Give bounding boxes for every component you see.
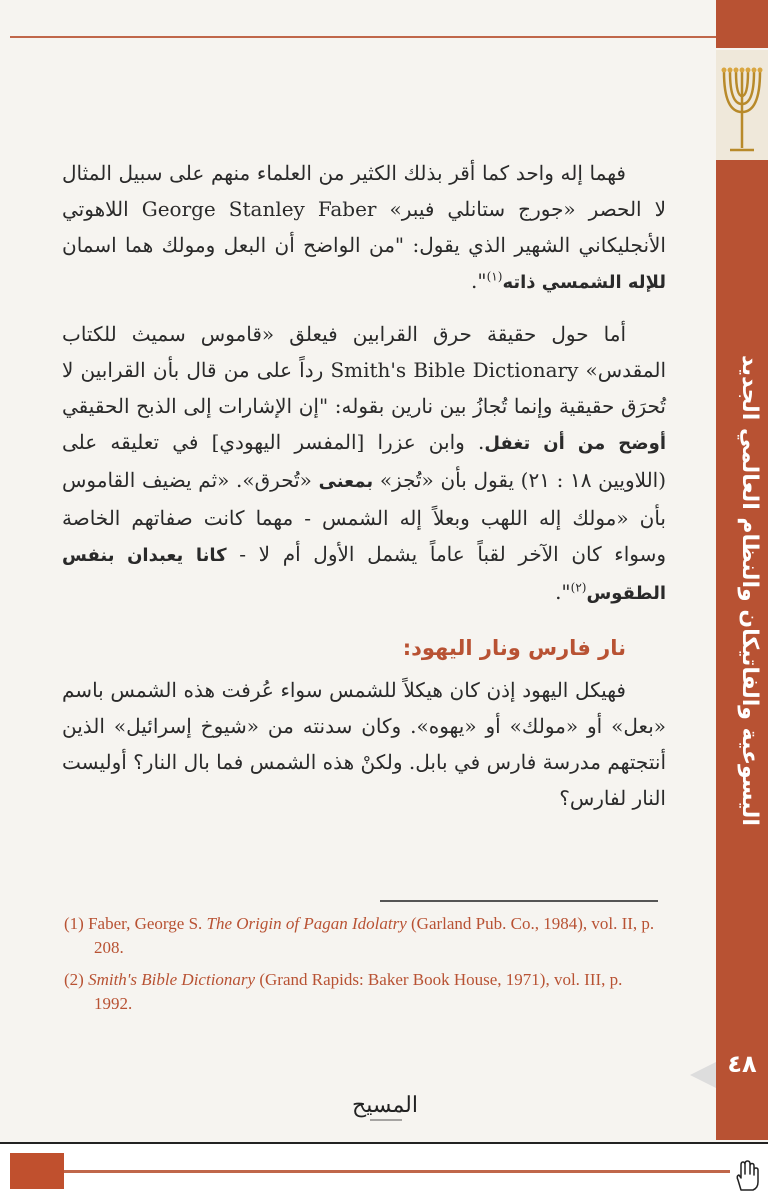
- publisher-logo: [340, 1088, 430, 1128]
- paragraph-2-end: ".: [555, 580, 571, 604]
- paragraph-1: [62, 155, 666, 301]
- page-number: ٤٨: [727, 1050, 757, 1078]
- menorah-icon: [716, 50, 768, 160]
- next-page-edge: [10, 1153, 64, 1189]
- paragraph-1-end: ".: [471, 269, 487, 293]
- footnotes: [64, 912, 660, 1024]
- smith-dictionary-name: Smith's Bible Dictionary: [330, 358, 579, 382]
- footnote-divider: [380, 900, 658, 902]
- body-text: [62, 155, 666, 816]
- paragraph-1-text-a: فهما إله واحد كما أقر بذلك الكثير من العلماء منهم على سبيل المثال لا الحصر «جورج ستانلي فيبر»: [62, 161, 667, 221]
- footnote-ref-1: (١): [486, 269, 503, 284]
- side-bar-top: [716, 0, 768, 48]
- faber-name: George Stanley Faber: [141, 197, 377, 221]
- footnote-1-pre: Faber, George S.: [88, 914, 207, 933]
- footnote-ref-2: (٢): [570, 580, 587, 595]
- paragraph-2: [62, 316, 666, 612]
- page-number-notch: [690, 1062, 716, 1088]
- paragraph-2-text-c: . وابن عزرا [المفسر اليهودي] في تعليقه على (اللاويين ١٨ : ٢١) يقول بأن «تُجز»: [62, 430, 667, 492]
- running-title: اليسوعية والفاتيكان والنظام العالمي الجديد: [737, 354, 762, 826]
- paragraph-1-text-b: اللاهوتي الأنجليكاني الشهير الذي يقول: "من الواضح أن البعل ومولك هما اسمان: [62, 197, 666, 257]
- paragraph-2-bold-2: بمعنى: [318, 471, 374, 492]
- section-heading: نار فارس ونار اليهود:: [402, 636, 626, 660]
- footnote-2: [64, 968, 660, 1016]
- next-page-rule: [64, 1170, 730, 1173]
- footnote-2-number: (2): [64, 970, 84, 989]
- footnote-2-title: Smith's Bible Dictionary: [88, 970, 256, 989]
- footnote-2-post: (Grand Rapids: Baker Book House, 1971), vol. III, p. 1992.: [94, 970, 623, 1013]
- footnote-1-post: (Garland Pub. Co., 1984), vol. II, p. 208.: [94, 914, 655, 957]
- paragraph-2-bold-1: أوضح من أن تغفل: [484, 433, 667, 454]
- paragraph-2-text-a: أما حول حقيقة حرق القرابين فيعلق «قاموس سميث للكتاب المقدس»: [62, 322, 667, 382]
- footnote-1: [64, 912, 660, 960]
- logo-lettering: المسيح: [352, 1093, 418, 1118]
- paragraph-2-text-d: «تُحرق». «ثم يضيف القاموس بأن «مولك إله اللهب وبعلاً إله الشمس - مهما كانت صفاتهم الخاصة وسواء كان الآخر لقباً عاماً يشمل الأول أم لا -: [62, 468, 667, 566]
- paragraph-1-bold: للإله الشمسي ذاته: [502, 272, 666, 293]
- paragraph-2-bold-3: كانا يعبدان بنفس الطقوس: [62, 545, 666, 604]
- menorah-image: [716, 50, 768, 160]
- hand-cursor-icon[interactable]: [732, 1160, 760, 1192]
- footnote-1-title: The Origin of Pagan Idolatry: [206, 914, 407, 933]
- top-rule: [10, 36, 716, 38]
- viewer-divider: [0, 1142, 768, 1144]
- paragraph-2-text-b: رداً على من قال بأن القرابين لا تُحرَق حقيقية وإنما تُجازُ بين نارين بقوله: "إن الإشارات إلى الذبح الحقيقي: [62, 358, 666, 418]
- footnote-1-number: (1): [64, 914, 84, 933]
- paragraph-3: فهيكل اليهود إذن كان هيكلاً للشمس سواء عُرفت هذه الشمس باسم «بعل» أو «مولك» أو «يهوه». وكان سدنته من «شيوخ إسرائيل» الذين أنتجتهم مدرسة فارس في بابل. ولكنْ هذه الشمس فما بال النار؟ أوليست النار لفارس؟: [62, 678, 666, 810]
